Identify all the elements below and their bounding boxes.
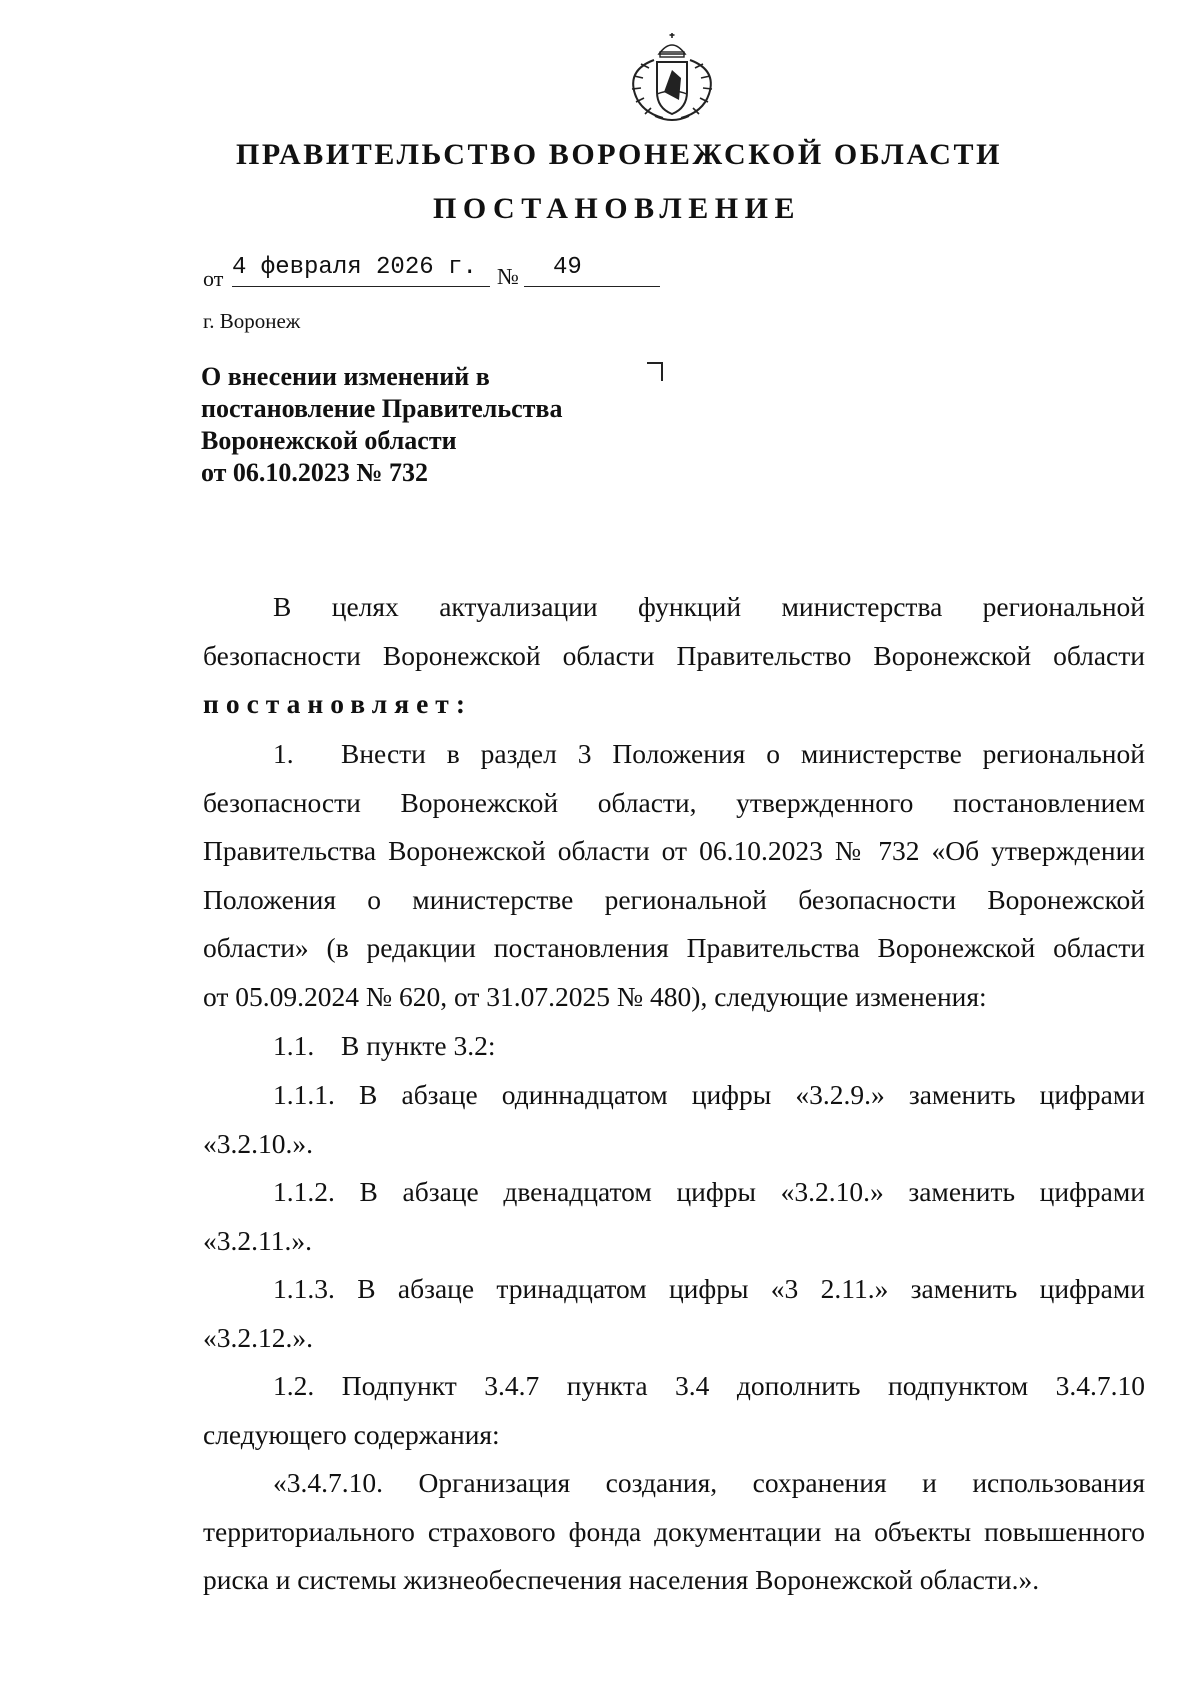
document-date: 4 февраля 2026 г.: [232, 254, 477, 281]
subject-line: О внесении изменений в: [201, 362, 490, 391]
item-1: [203, 730, 1145, 1021]
item-1-1-1: [203, 1071, 1145, 1168]
text-line: 1.1.1. В абзаце одиннадцатом цифры «3.2.9.» заменить цифрами: [273, 1079, 1145, 1110]
coat-of-arms-icon: [619, 32, 725, 124]
text-line: «3.2.11.».: [203, 1224, 312, 1256]
text-line: «3.4.7.10. Организация создания, сохранения и использования: [273, 1467, 1145, 1498]
text-line: риска и системы жизнеобеспечения населения Воронежской области.».: [203, 1564, 1040, 1595]
text-line: Положения о министерстве региональной безопасности Воронежской: [203, 883, 1145, 915]
document-type: ПОСТАНОВЛЕНИЕ: [433, 192, 801, 225]
item-number: 1.: [273, 738, 294, 769]
subject-line: постановление Правительства: [201, 394, 563, 423]
item-number: 1.1.: [273, 1030, 315, 1061]
text-line: «3.2.12.».: [203, 1321, 313, 1353]
text-line: «3.2.10.».: [203, 1127, 313, 1159]
item-1-1-line: [203, 1022, 1145, 1071]
subject-line: от 06.10.2023 № 732: [201, 458, 429, 487]
quoted-subitem: [203, 1459, 1145, 1605]
text-line: 1.1.2. В абзаце двенадцатом цифры «3.2.10.» заменить цифрами: [273, 1176, 1145, 1207]
text-line: 1.2. Подпункт 3.4.7 пункта 3.4 дополнить подпунктом 3.4.7.10: [273, 1370, 1145, 1401]
item-1-2: [203, 1362, 1145, 1459]
city: г. Воронеж: [203, 309, 301, 333]
text-line: Правительства Воронежской области от 06.10.2023 № 732 «Об утверждении: [203, 835, 1145, 866]
text-line: безопасности Воронежской области, утвержденного постановлением: [203, 786, 1145, 818]
organization-title: ПРАВИТЕЛЬСТВО ВОРОНЕЖСКОЙ ОБЛАСТИ: [235, 138, 1003, 171]
document-subject: [201, 361, 661, 489]
text-line: области» (в редакции постановления Правительства Воронежской области: [203, 932, 1145, 963]
text-line: территориального страхового фонда документации на объекты повышенного: [203, 1515, 1145, 1547]
number-underline: [524, 286, 660, 287]
text-line: следующего содержания:: [203, 1418, 500, 1450]
item-1-1: [203, 1022, 1145, 1071]
number-sign: №: [497, 264, 519, 289]
text-line: от 05.09.2024 № 620, от 31.07.2025 № 480), следующие изменения:: [203, 980, 987, 1012]
document-number: 49: [553, 254, 582, 281]
text-line: безопасности Воронежской области Правительство Воронежской области: [203, 639, 1145, 671]
item-1-1-3: [203, 1265, 1145, 1362]
preamble: [203, 583, 1145, 729]
text-line: В целях актуализации функций министерства региональной: [273, 591, 1145, 622]
item-1-1-2: [203, 1168, 1145, 1265]
date-underline: [232, 286, 490, 287]
item-1-first-line: [203, 730, 1145, 779]
text-line: Внести в раздел 3 Положения о министерстве региональной: [341, 738, 1145, 769]
decree-word: постановляет:: [203, 688, 472, 719]
subject-line: Воронежской области: [201, 426, 457, 455]
text-line: 1.1.3. В абзаце тринадцатом цифры «3 2.11.» заменить цифрами: [273, 1273, 1145, 1304]
text-line: В пункте 3.2:: [341, 1030, 496, 1061]
date-prefix: от: [203, 266, 224, 291]
